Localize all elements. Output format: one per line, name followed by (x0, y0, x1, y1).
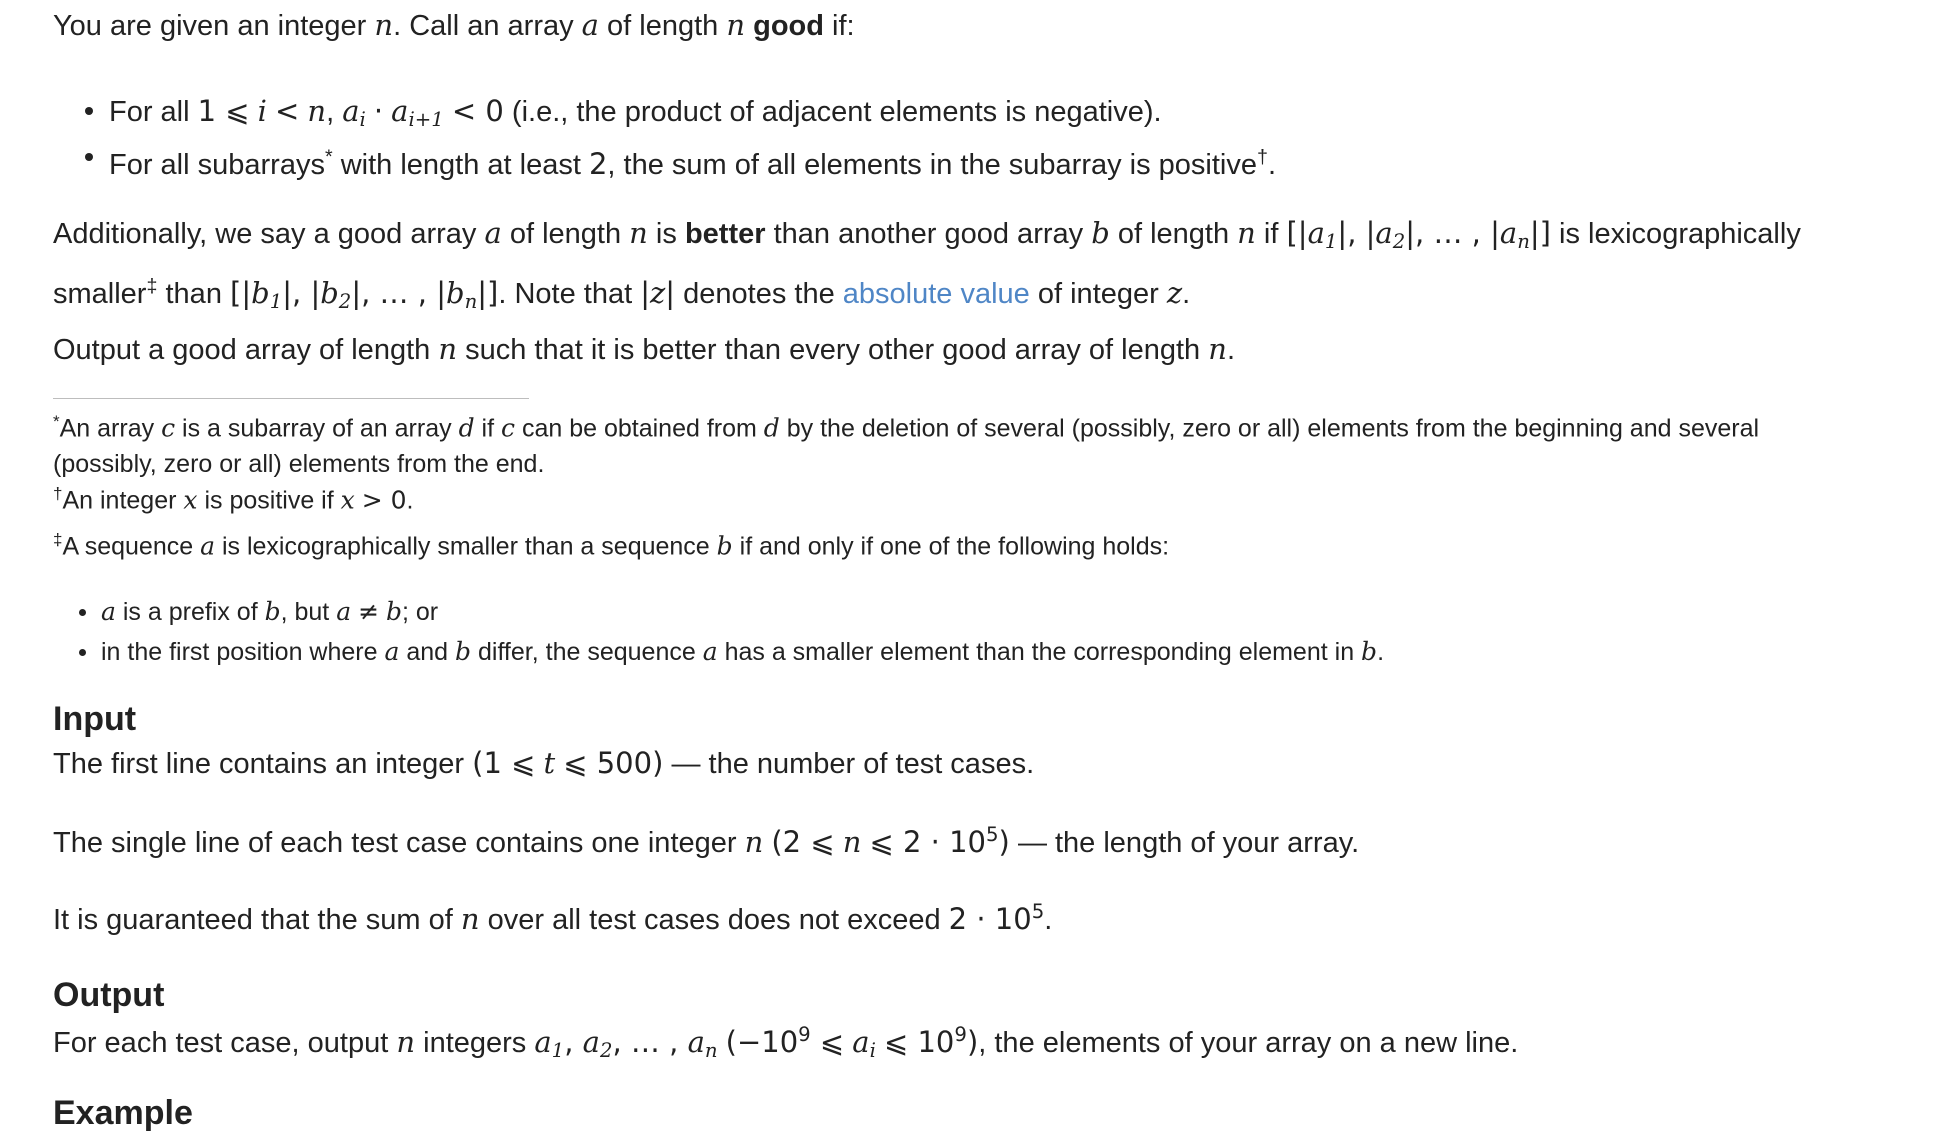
input-line-3: It is guaranteed that the sum of n over all test cases does not exceed $2 \cdot 10^5$. (53, 900, 1053, 936)
input-line-2: The single line of each test case contains one integer n (2 ⩽ n ⩽ $2 \cdot 10^5$) — the length of your array. (53, 823, 1360, 859)
input-line-1: The first line contains an integer (1 ⩽ t ⩽ 500) — the number of test cases. (53, 746, 1035, 780)
footnote-divider (53, 398, 529, 399)
list-item: For all subarrays* with length at least 2, the sum of all elements in the subarray is positive†. (109, 134, 1276, 180)
conditions-list (109, 88, 1276, 180)
better-paragraph: Additionally, we say a good array a of length n is better than another good array b of length n if [$|a_1|$, $|a_2|$, … , $|a_n|$] is lexicographically smaller‡ than [$|b_1|$, $|b_2|$, … , $|b_n|$]. Note that |z| denotes the absolute value of integer z. (53, 216, 1801, 313)
intro-paragraph: You are given an integer n. Call an array a of length n good if: (53, 8, 855, 42)
output-requirement: Output a good array of length n such that it is better than every other good array of length n. (53, 332, 1235, 366)
list-item: in the first position where a and b differ, the sequence a has a smaller element than the corresponding element in b. (101, 632, 1384, 672)
better-term: better (684, 218, 766, 250)
footnote-lexicographic: ‡A sequence a is lexicographically smaller than a sequence b if and only if one of the following holds: (53, 530, 1170, 561)
input-heading: Input (53, 700, 137, 738)
list-item: For all 1 ⩽ i < n, $a_i \cdot a_{i+1} < 0$ (i.e., the product of adjacent elements is negative). (109, 88, 1276, 134)
footnote-subarray: *An array c is a subarray of an array d if c can be obtained from d by the deletion of several (possibly, zero or all) elements from the beginning and several (possibly, zero or all) elements from the end. (53, 412, 1760, 479)
output-line-1: For each test case, output n integers $a_1$, $a_2$, … , $a_n$ ($-10^9$ ⩽ $a_i$ ⩽ $10^9$), the elements of your array on a new line. (53, 1023, 1519, 1062)
lexicographic-conditions-list (101, 592, 1384, 672)
output-heading: Output (53, 976, 165, 1014)
example-heading: Example (53, 1094, 193, 1132)
footnote-positive: †An integer x is positive if x > 0. (53, 484, 414, 515)
list-item: a is a prefix of b, but a ≠ b; or (101, 592, 1384, 632)
absolute-value-link[interactable]: absolute value (842, 277, 1030, 310)
good-term: good (753, 10, 824, 42)
